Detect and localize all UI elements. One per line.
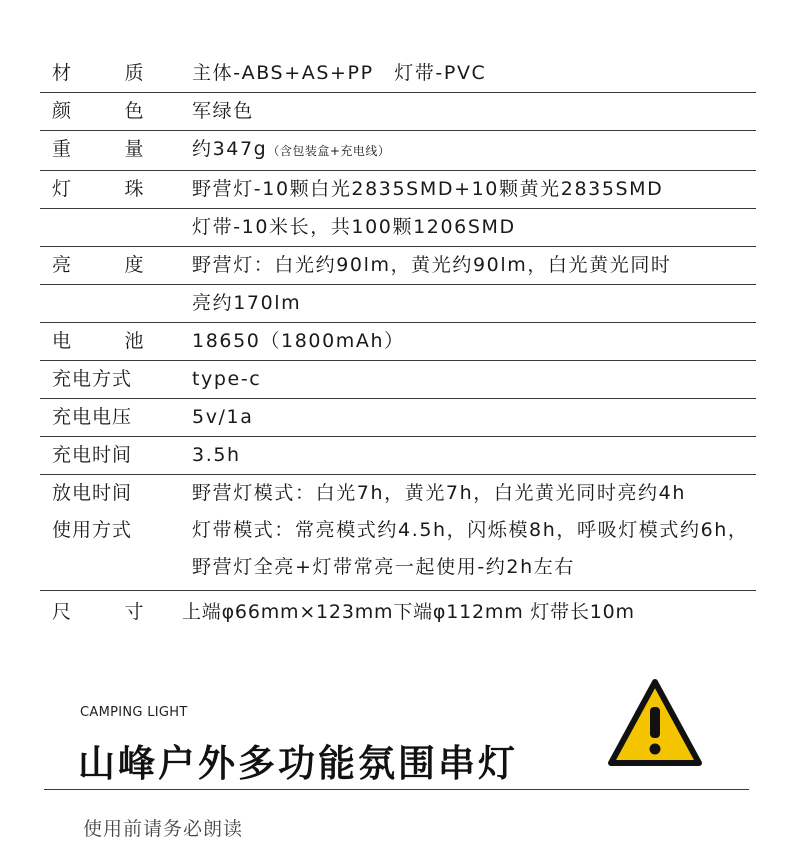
section-divider (44, 789, 749, 790)
spec-value: 5v/1a (192, 406, 254, 428)
warning-triangle-icon (606, 677, 704, 769)
spec-value: 野营灯模式：白光7h，黄光7h，白光黄光同时亮约4h (192, 482, 686, 504)
spec-value: 军绿色 (192, 100, 254, 122)
weight-note: （含包装盒+充电线） (267, 144, 391, 158)
spec-label: 充电方式 (52, 368, 133, 390)
spec-value: 主体-ABS+AS+PP 灯带-PVC (192, 62, 487, 84)
spec-row-beads-2 (40, 209, 756, 247)
spec-row-discharge-time (40, 475, 756, 512)
spec-label: 使用方式 (52, 519, 133, 541)
spec-row-brightness-1 (40, 247, 756, 285)
weight-value: 约347g (192, 138, 268, 160)
exclamation-dot (650, 744, 661, 755)
spec-row-weight (40, 131, 756, 171)
product-caption: CAMPING LIGHT (80, 705, 188, 720)
spec-row-charge-time (40, 437, 756, 475)
spec-label: 材 质 (52, 62, 144, 84)
spec-label: 充电时间 (52, 444, 133, 466)
product-title: 山峰户外多功能氛围串灯 (78, 742, 518, 785)
spec-row-battery (40, 323, 756, 361)
spec-value: 亮约170lm (192, 292, 302, 314)
spec-row-beads-1 (40, 171, 756, 209)
spec-label: 亮 度 (52, 254, 144, 276)
spec-value: 灯带-10米长，共100颗1206SMD (192, 216, 516, 238)
spec-row-color (40, 93, 756, 131)
spec-label: 尺 寸 (52, 601, 144, 623)
spec-label: 放电时间 (52, 482, 133, 504)
spec-table (40, 55, 756, 631)
spec-label: 灯 珠 (52, 178, 144, 200)
spec-value: 灯带模式：常亮模式约4.5h，闪烁模8h，呼吸灯模式约6h，野营灯全亮+灯带常亮一起使用-约2h左右 (192, 519, 749, 578)
spec-row-charge-method (40, 361, 756, 399)
spec-row-usage (40, 512, 756, 591)
spec-value: 野营灯-10颗白光2835SMD+10颗黄光2835SMD (192, 178, 664, 200)
spec-value (192, 131, 756, 170)
spec-value: 上端φ66mm×123mm下端φ112mm 灯带长10m (182, 601, 635, 623)
spec-label: 重 量 (52, 138, 144, 160)
spec-label: 充电电压 (52, 406, 133, 428)
spec-value: 3.5h (192, 444, 241, 466)
spec-value: type-c (192, 368, 262, 390)
spec-row-material (40, 55, 756, 93)
spec-label: 颜 色 (52, 100, 144, 122)
spec-label: 电 池 (52, 330, 144, 352)
exclamation-bar (650, 707, 660, 738)
spec-value: 野营灯：白光约90lm，黄光约90lm，白光黄光同时 (192, 254, 672, 276)
read-before-use-notice: 使用前请务必朗读 (83, 818, 244, 840)
spec-row-size (40, 591, 756, 631)
spec-row-brightness-2 (40, 285, 756, 323)
spec-row-charge-voltage (40, 399, 756, 437)
spec-value: 18650（1800mAh） (192, 330, 405, 352)
